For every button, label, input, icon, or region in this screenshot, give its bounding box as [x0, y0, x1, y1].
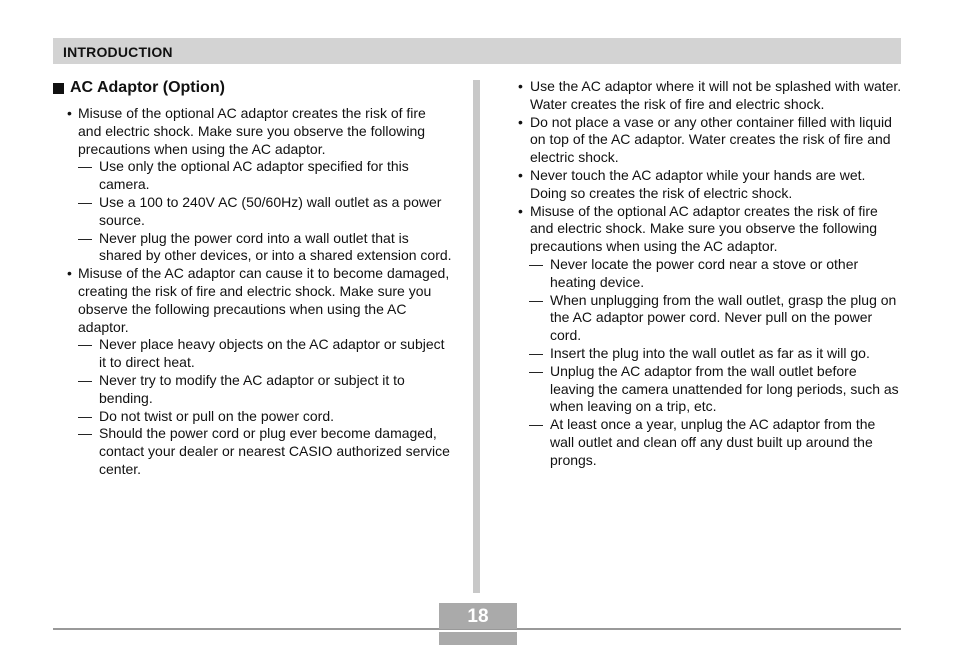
sub-list-item-text: Should the power cord or plug ever become damaged, contact your dealer or nearest CASIO authorized service center.: [99, 425, 450, 477]
list-item-text: Misuse of the optional AC adaptor creates the risk of fire and electric shock. Make sure you observe the following precautions when using the AC adaptor.: [78, 105, 426, 157]
sub-list-item-text: Use a 100 to 240V AC (50/60Hz) wall outlet as a power source.: [99, 193, 442, 228]
column-divider: [473, 80, 480, 593]
list-item-text: Misuse of the AC adaptor can cause it to become damaged, creating the risk of fire and electric shock. Make sure you observe the following precautions when using the AC adaptor.: [78, 265, 450, 335]
dash-icon: —: [78, 407, 92, 424]
sub-list-item-text: Do not twist or pull on the power cord.: [99, 407, 335, 424]
sub-list-item-text: At least once a year, unplug the AC adaptor from the wall outlet and clean off any dust built up around the prongs.: [550, 416, 876, 468]
dash-icon: —: [78, 425, 92, 442]
dash-icon: —: [78, 229, 92, 246]
sub-list-item: [518, 345, 903, 363]
list-item: [518, 203, 903, 256]
sub-list-item: [53, 372, 453, 408]
page-number-box: [439, 603, 517, 645]
page-number-tab: [439, 632, 517, 645]
dash-icon: —: [529, 416, 543, 433]
left-column: [53, 78, 453, 479]
sub-list-item-text: Never locate the power cord near a stove or other heating device.: [550, 255, 859, 290]
sub-list-item: [53, 230, 453, 266]
dash-icon: —: [529, 362, 543, 379]
list-item-text: Use the AC adaptor where it will not be splashed with water. Water creates the risk of fire and electric shock.: [530, 78, 902, 112]
list-item-text: Do not place a vase or any other container filled with liquid on top of the AC adaptor. Water creates the risk of fire and electric shock.: [530, 113, 892, 166]
dash-icon: —: [78, 371, 92, 388]
list-item-text: Never touch the AC adaptor while your hands are wet. Doing so creates the risk of electric shock.: [530, 166, 866, 201]
header-bar: [53, 38, 901, 64]
sub-list-item-text: Insert the plug into the wall outlet as far as it will go.: [550, 344, 870, 361]
bullet-icon: •: [67, 265, 72, 282]
list-item: [518, 78, 903, 114]
sub-list-item-text: Never place heavy objects on the AC adaptor or subject it to direct heat.: [99, 336, 445, 371]
sub-list-item: [53, 336, 453, 372]
bullet-icon: •: [518, 166, 523, 183]
sub-list-item: [518, 363, 903, 416]
bullet-icon: •: [518, 113, 523, 130]
square-bullet-icon: [53, 83, 64, 94]
dash-icon: —: [529, 255, 543, 272]
dash-icon: —: [529, 344, 543, 361]
sub-list-item: [53, 158, 453, 194]
right-column: [518, 78, 903, 470]
list-item-text: Misuse of the optional AC adaptor creates the risk of fire and electric shock. Make sure you observe the following precautions when using the AC adaptor.: [530, 202, 878, 255]
bullet-icon: •: [518, 78, 523, 94]
sub-list-item: [53, 425, 453, 478]
bullet-icon: •: [518, 202, 523, 219]
list-item: [518, 114, 903, 167]
sub-list-item-text: Unplug the AC adaptor from the wall outlet before leaving the camera unattended for long periods, such as when leaving on a trip, etc.: [550, 362, 899, 415]
page-number: 18: [439, 603, 517, 629]
dash-icon: —: [78, 336, 92, 353]
list-item: [53, 105, 453, 158]
section-heading-text: AC Adaptor (Option): [70, 79, 225, 96]
sub-list-item-text: Use only the optional AC adaptor specified for this camera.: [99, 158, 409, 193]
bullet-icon: •: [67, 105, 72, 121]
left-precautions-list: [53, 105, 453, 479]
section-header-title: INTRODUCTION: [63, 44, 173, 60]
sub-list-item-text: Never plug the power cord into a wall outlet that is shared by other devices, or into a shared extension cord.: [99, 229, 452, 264]
section-heading: [53, 78, 453, 98]
sub-list-item: [53, 194, 453, 230]
dash-icon: —: [78, 193, 92, 210]
sub-list-item: [53, 408, 453, 426]
sub-list-item: [518, 256, 903, 292]
sub-list-item: [518, 416, 903, 469]
list-item: [518, 167, 903, 203]
sub-list-item-text: When unplugging from the wall outlet, grasp the plug on the AC adaptor power cord. Never pull on the power cord.: [550, 291, 897, 344]
sub-list-item: [518, 292, 903, 345]
sub-list-item-text: Never try to modify the AC adaptor or subject it to bending.: [99, 371, 405, 406]
dash-icon: —: [78, 158, 92, 175]
list-item: [53, 265, 453, 336]
dash-icon: —: [529, 291, 543, 308]
right-precautions-list: [518, 78, 903, 470]
